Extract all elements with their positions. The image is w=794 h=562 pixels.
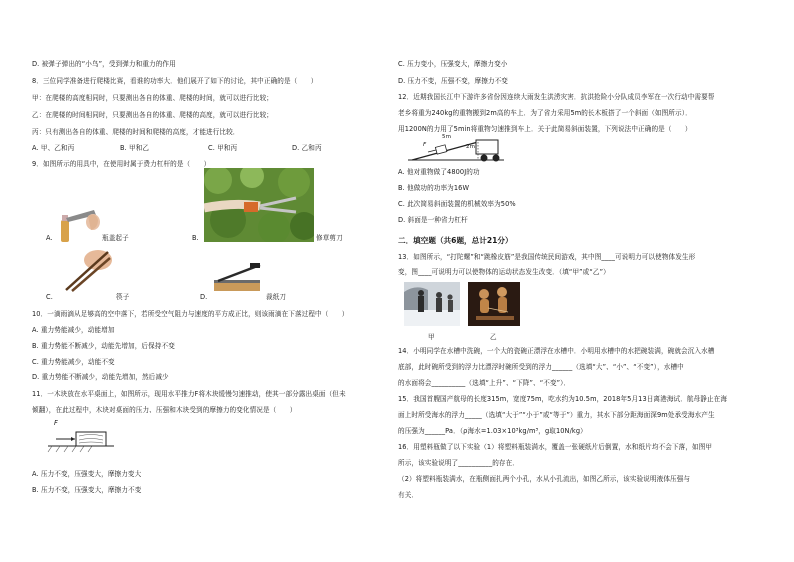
- q16-line4: 有关．: [398, 491, 419, 499]
- q12-option-c: C. 此次简易斜面装置的机械效率为50%: [398, 200, 516, 208]
- q9-label-a: A.: [46, 234, 53, 242]
- q12-stem-line1: 12．近期我国长江中下游许多省份因连续大雨发生洪涝灾害．抗洪抢险小分队成员李军在一次行动中需要帮: [398, 93, 715, 101]
- q12-stem-line3: 用1200N的力用了5min将重物匀速推到车上．关于此简易斜面装置，下列说法中正确的是（ ）: [398, 125, 692, 133]
- q11-option-d: D. 压力不变，压强不变，摩擦力不变: [398, 77, 508, 85]
- q8-statement-yi: 乙：在爬楼的时间相同时，只要测出各自的体重、爬楼的高度，就可以进行比较；: [32, 111, 273, 119]
- q12-fig-force: F: [423, 142, 427, 148]
- q8-option-d: D. 乙和丙: [292, 144, 322, 152]
- q13-caption-jia: 甲: [428, 333, 435, 341]
- chopsticks-image: [58, 248, 114, 292]
- q12-option-a: A. 他对重物做了4800J的功: [398, 168, 480, 176]
- q14-line2: 底部，此时碗所受到的浮力比漂浮时碗所受到的浮力______（选填“大”、“小”、“不变”），水槽中: [398, 363, 684, 371]
- q10-option-b: B. 重力势能不断减少，动能先增加，后保持不变: [32, 342, 175, 350]
- q11-option-c: C. 压力变小，压强变大，摩擦力变小: [398, 60, 508, 68]
- q8-option-c: C. 甲和丙: [208, 144, 238, 152]
- q13-line2: 变，图____可说明力可以使物体的运动状态发生改变．（填“甲”或“乙”）: [398, 268, 610, 276]
- q12-option-d: D. 斜面是一种省力杠杆: [398, 216, 468, 224]
- q9-caption-a: 瓶盖起子: [102, 234, 129, 242]
- paper-cutter-image: [212, 262, 264, 294]
- q15-line3: 的压强为______Pa．（ρ海水=1.03×10³kg/m³，g取10N/kg）: [398, 427, 587, 435]
- force-label-f: F: [54, 419, 58, 427]
- section-fill-blank-title: 二．填空题（共6题，总计21分）: [398, 236, 513, 245]
- q16-line3: （2）将塑料瓶装满水，在瓶侧面扎两个小孔，水从小孔流出，如图乙所示，该实验说明液体压强与: [398, 475, 691, 483]
- q11-stem-line1: 11．一木块放在水平桌面上，如图所示，现用水平推力F将木块缓慢匀速推动，使其一部分露出桌面（但未: [32, 390, 346, 398]
- q14-line3: 的水面将会__________（选填“上升”、“下降”、“不变”）．: [398, 379, 571, 387]
- q8-option-b: B. 甲和乙: [120, 144, 150, 152]
- q8-statement-jia: 甲：在爬楼的高度相同时，只要测出各自的体重、爬楼的时间，就可以进行比较；: [32, 94, 273, 102]
- q11-stem-line2: 倾翻），在此过程中，木块对桌面的压力、压强和木块受到的摩擦力的变化情况是（ ）: [32, 406, 297, 414]
- q12-fig-height: 2m: [466, 144, 476, 150]
- q16-line1: 16．用塑料瓶做了以下实验（1）将塑料瓶装满水，覆盖一张硬纸片后倒置，水和纸片均不会下落，如图甲: [398, 443, 713, 451]
- q10-option-c: C. 重力势能减少，动能不变: [32, 358, 115, 366]
- q8-option-a: A. 甲、乙和丙: [32, 144, 75, 152]
- q12-stem-line2: 老乡将重为240kg的重物搬到2m高的车上．为了省力采用5m的长木板搭了一个斜面（如图所示）．: [398, 109, 692, 117]
- q15-line2: 面上时所受海水的浮力_____（选填“大于”“小于”或“等于”）重力，其水下部分距海面深9m处承受海水产生: [398, 411, 715, 419]
- q11-option-b: B. 压力不变，压强变大，摩擦力不变: [32, 486, 142, 494]
- option-d-prev: D. 被弹子弹出的“小鸟”，受到弹力和重力的作用: [32, 60, 176, 68]
- q15-line1: 15．我国首艘国产航母的长度315m，宽度75m，吃水约为10.5m，2018年5月13日离港海试．航母静止在海: [398, 395, 728, 403]
- q13-caption-yi: 乙: [490, 333, 497, 341]
- inclined-plane-figure: [406, 134, 506, 164]
- q11-option-a: A. 压力不变，压强变大，摩擦力变大: [32, 470, 142, 478]
- q10-option-d: D. 重力势能不断减少，动能先增加，然后减少: [32, 373, 169, 381]
- q12-fig-length: 5m: [442, 134, 452, 140]
- q16-line2: 所示，该实验说明了__________的存在．: [398, 459, 519, 467]
- q8-stem: 8．三位同学准备进行爬楼比赛，看谁的功率大．他们展开了如下的讨论，其中正确的是（ ）: [32, 77, 318, 85]
- q8-statement-bing: 丙：只有测出各自的体重、爬楼的时间和爬楼的高度，才能进行比较．: [32, 128, 240, 136]
- spinning-top-photo: [404, 282, 460, 326]
- q9-caption-c: 筷子: [116, 293, 130, 301]
- q13-line1: 13．如图所示，“打陀螺”和“跳橡皮筋”是我国传统民间游戏，其中图____可说明力可以使物体发生形: [398, 253, 696, 261]
- jump-rope-photo: [468, 282, 520, 326]
- hedge-shears-image: [204, 168, 314, 242]
- q12-option-b: B. 他做功的功率为16W: [398, 184, 470, 192]
- q9-label-c: C.: [46, 293, 53, 301]
- left-column: [32, 0, 402, 562]
- q9-label-b: B.: [192, 234, 199, 242]
- q10-stem: 10．一滴雨滴从足够高的空中落下，若所受空气阻力与速度的平方成正比，则该雨滴在下落过程中（ ）: [32, 310, 349, 318]
- q9-caption-d: 裁纸刀: [266, 293, 287, 301]
- right-column: [398, 0, 768, 562]
- q10-option-a: A. 重力势能减少，动能增加: [32, 326, 115, 334]
- bottle-opener-image: [58, 206, 100, 244]
- q14-line1: 14．小明同学在水槽中洗碗，一个大的瓷碗正漂浮在水槽中．小明用水槽中的水把碗装满，碗就会沉入水槽: [398, 347, 715, 355]
- q9-stem: 9．如图所示的用具中，在使用时属于费力杠杆的是（ ）: [32, 160, 211, 168]
- q9-label-d: D.: [200, 293, 208, 301]
- q9-caption-b: 修草剪刀: [316, 234, 343, 242]
